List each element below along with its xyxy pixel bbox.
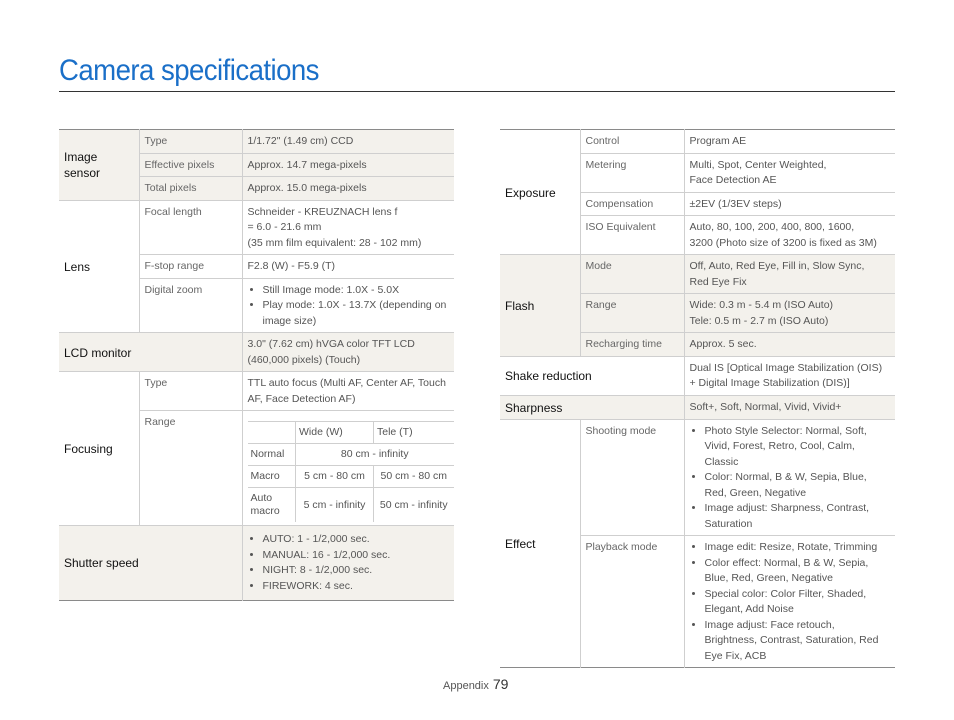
spec-value: Approx. 15.0 mega-pixels [242, 177, 454, 201]
table-row [500, 356, 895, 395]
spec-value [242, 278, 454, 333]
header-cell: Tele (T) [374, 422, 454, 444]
table-row [59, 333, 454, 372]
sub-label: Effective pixels [139, 153, 242, 177]
title-divider [59, 91, 895, 92]
bullet-list [248, 283, 450, 330]
spec-value [684, 294, 895, 333]
footer-section: Appendix [443, 680, 489, 692]
spec-table-right [500, 129, 895, 668]
spec-line: Auto, 80, 100, 200, 400, 800, 1600, [689, 221, 855, 233]
image-sensor-label: Image sensor [59, 130, 139, 201]
header-cell: Wide (W) [296, 422, 374, 444]
spec-value: TTL auto focus (Multi AF, Center AF, Touch AF, Face Detection AF) [242, 372, 454, 411]
spec-value [242, 526, 454, 601]
list-item: • Photo Style Selector: Normal, Soft, Vivid, Forest, Retro, Cool, Calm, Classic [705, 424, 891, 471]
sub-label: Mode [580, 255, 684, 294]
shake-reduction-label: Shake reduction [500, 356, 684, 395]
spec-line: Multi, Spot, Center Weighted, [689, 158, 827, 171]
effect-label: Effect [500, 419, 580, 668]
sub-label: Compensation [580, 192, 684, 216]
row-label: Macro [248, 466, 296, 488]
bullet-list [690, 540, 891, 664]
table-row [248, 444, 454, 466]
focus-range-table [248, 421, 454, 522]
spec-line: Approx. 5 sec. [689, 338, 757, 350]
spec-value: 1/1.72" (1.49 cm) CCD [242, 130, 454, 154]
spec-line: Schneider - KREUZNACH lens f [247, 205, 398, 218]
list-item: • Image edit: Resize, Rotate, Trimming [705, 540, 891, 556]
spec-value: Approx. 14.7 mega-pixels [242, 153, 454, 177]
sub-label: Range [139, 411, 242, 526]
spec-line: ±2EV (1/3EV steps) [689, 197, 782, 210]
range-value: 50 cm - 80 cm [374, 466, 454, 488]
sub-label: F-stop range [139, 255, 242, 279]
sub-label: Recharging time [580, 333, 684, 357]
row-label: Auto macro [248, 488, 296, 523]
sub-label: Type [139, 130, 242, 154]
table-row [248, 466, 454, 488]
sub-label: Range [580, 294, 684, 333]
spec-value: Dual IS [Optical Image Stabilization (OIS) + Digital Image Stabilization (DIS)] [684, 356, 895, 395]
list-item: • Color effect: Normal, B & W, Sepia, Blue, Red, Green, Negative [705, 556, 891, 587]
spec-table-left [59, 129, 454, 601]
table-row [59, 372, 454, 411]
header-cell [248, 422, 296, 444]
table-row [59, 526, 454, 601]
spec-value: Soft+, Soft, Normal, Vivid, Vivid+ [684, 395, 895, 419]
spec-value [242, 411, 454, 526]
spec-line: 3200 (Photo size of 3200 is fixed as 3M) [689, 236, 877, 249]
sub-label: Digital zoom [139, 278, 242, 333]
range-value: 5 cm - 80 cm [296, 466, 374, 488]
sub-label: Shooting mode [580, 419, 684, 536]
list-item: • AUTO: 1 - 1/2,000 sec. [263, 532, 450, 548]
range-value: 5 cm - infinity [296, 488, 374, 523]
spec-line: Red Eye Fix [689, 275, 747, 288]
spec-value [684, 192, 895, 216]
spec-value [684, 216, 895, 255]
spec-line: Program AE [689, 135, 747, 147]
table-row [500, 395, 895, 419]
list-item: • MANUAL: 16 - 1/2,000 sec. [263, 548, 450, 564]
list-item: • Special color: Color Filter, Shaded, Elegant, Add Noise [705, 587, 891, 618]
sub-label: Type [139, 372, 242, 411]
spec-value [242, 200, 454, 255]
row-label: Normal [248, 444, 296, 466]
focusing-label: Focusing [59, 372, 139, 526]
sub-label: ISO Equivalent [580, 216, 684, 255]
range-value: 80 cm - infinity [296, 444, 454, 466]
sub-label: Metering [580, 153, 684, 192]
table-row [248, 422, 454, 444]
table-row [500, 255, 895, 294]
range-value: 50 cm - infinity [374, 488, 454, 523]
sub-label: Playback mode [580, 536, 684, 668]
list-item: • NIGHT: 8 - 1/2,000 sec. [263, 563, 450, 579]
page-title: Camera specifications [59, 54, 319, 87]
spec-value [684, 419, 895, 536]
shutter-speed-label: Shutter speed [59, 526, 242, 601]
table-row [59, 130, 454, 154]
bullet-list [690, 424, 891, 533]
lcd-monitor-label: LCD monitor [59, 333, 242, 372]
spec-value [684, 130, 895, 154]
list-item: • Color: Normal, B & W, Sepia, Blue, Red, Green, Negative [705, 470, 891, 501]
sharpness-label: Sharpness [500, 395, 684, 419]
spec-value [684, 536, 895, 668]
table-row [59, 200, 454, 255]
sub-label: Control [580, 130, 684, 154]
list-item: • FIREWORK: 4 sec. [263, 579, 450, 595]
spec-line: = 6.0 - 21.6 mm [247, 221, 322, 233]
spec-line: Off, Auto, Red Eye, Fill in, Slow Sync, [689, 260, 865, 272]
page-number: 79 [492, 676, 509, 692]
list-item: • Image adjust: Face retouch, Brightness, Contrast, Saturation, Red Eye Fix, ACB [705, 618, 891, 665]
page-footer [443, 676, 508, 692]
spec-line: Wide: 0.3 m - 5.4 m (ISO Auto) [689, 299, 834, 311]
table-row [500, 419, 895, 536]
list-item: • Play mode: 1.0X - 13.7X (depending on image size) [263, 298, 450, 329]
table-row [248, 488, 454, 523]
spec-line: Face Detection AE [689, 174, 777, 186]
list-item: • Still Image mode: 1.0X - 5.0X [263, 283, 450, 299]
spec-value [684, 153, 895, 192]
spec-line: (35 mm film equivalent: 28 - 102 mm) [247, 236, 422, 249]
list-item: • Image adjust: Sharpness, Contrast, Saturation [705, 501, 891, 532]
spec-value [684, 255, 895, 294]
spec-value: F2.8 (W) - F5.9 (T) [242, 255, 454, 279]
flash-label: Flash [500, 255, 580, 357]
sub-label: Focal length [139, 200, 242, 255]
lens-label: Lens [59, 200, 139, 333]
sub-label: Total pixels [139, 177, 242, 201]
table-row [500, 130, 895, 154]
spec-value: 3.0" (7.62 cm) hVGA color TFT LCD (460,000 pixels) (Touch) [242, 333, 454, 372]
exposure-label: Exposure [500, 130, 580, 255]
spec-value [684, 333, 895, 357]
bullet-list [248, 532, 450, 594]
spec-line: Tele: 0.5 m - 2.7 m (ISO Auto) [689, 314, 829, 327]
